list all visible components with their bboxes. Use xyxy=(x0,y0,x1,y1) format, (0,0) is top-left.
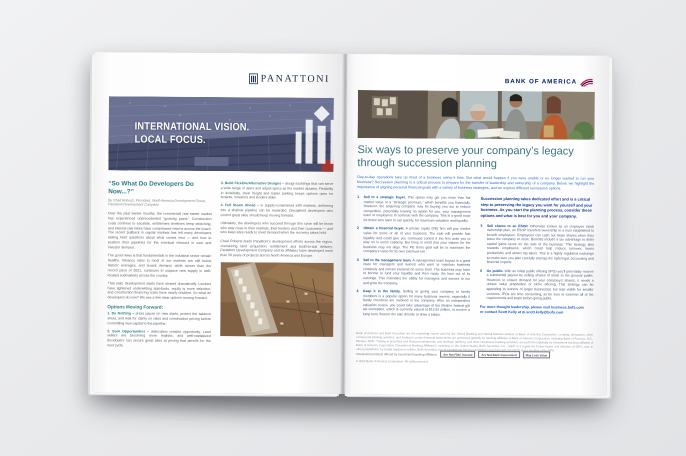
bofa-wordmark: BANK OF AMERICA xyxy=(504,78,578,86)
item-number: 4 xyxy=(356,289,359,294)
may-lose-value-box: May Lose Value xyxy=(523,351,551,358)
left-article-paragraph: The good news is that fundamentals in the industrial sector remain healthy. Vacancy rates in most of our markets are still below historic averages, and tenant demand, while slower than the record pace of 2021, continues to outpace new supply in well-located submarkets across the country. xyxy=(107,253,212,278)
meeting-photo xyxy=(358,90,595,140)
left-page xyxy=(93,52,344,394)
right-article-columns xyxy=(356,195,594,322)
right-article-column-2 xyxy=(480,196,594,322)
item-text: This option may get you more than fair market value or a “strategic premium,” which benefits you financially. However, the acquiring company may be buying you out to reduce competition, potentially leaving no option for you, your management team or employees to continue with the company. This is a good route for those who want to exit quickly, for maximum valuation and liquidity. xyxy=(363,195,471,223)
right-page xyxy=(342,54,609,396)
panattoni-wordmark: PANATTONI xyxy=(260,73,331,85)
option-item-3 xyxy=(221,181,334,201)
not-fdic-insured-box: Are Not FDIC Insured xyxy=(440,351,475,358)
copyright-line: © 2023 Bank of America Corporation. All rights reserved. xyxy=(356,359,429,364)
item-lead: Sell shares to an ESOP. xyxy=(486,223,529,228)
option-text: in supply-constrained infill markets, delivering into a shallow pipeline can be rewarded. Disciplined developers who control great sites should keep moving forward. xyxy=(220,203,334,218)
left-article-column-1 xyxy=(107,180,212,383)
panattoni-building-icon xyxy=(249,73,258,84)
item-text: A private equity (PE) firm will pay market value for some or all of your business. The sale will provide fast liquidity and could give you continued control if the firm asks you to stay on in some capacity. But keep in mind that your visions for the business may not align. The PE firm’s goal will be to maximize the company’s value for its own eventual exit. xyxy=(363,226,471,254)
succession-item-4 xyxy=(356,289,470,317)
investment-products-disclosure xyxy=(356,350,593,359)
right-article-intro: Day-to-day operations take up most of a business owner’s time. But what would happen if you were unable or no longer wanted to run your business? Succession planning is a critical process to prepare for the transfer of leadership and ownership of a company. Below, we highlight the importance of aligning personal financial goals with a variety of business strategies, and we explore different succession options. xyxy=(357,174,595,191)
option-text: dislocation creates opportunity. Land sellers are becoming more realistic, and well-capitalized developers can secure great sites at pricing that pencils for the next cycle. xyxy=(107,329,211,348)
right-article-headline: Six ways to preserve your company’s legacy through succession planning xyxy=(357,144,574,170)
left-article-column-2 xyxy=(219,181,333,384)
hero-image xyxy=(108,96,334,172)
hero-tagline-line2: LOCAL FOCUS. xyxy=(134,133,206,147)
bofa-flagscape-icon xyxy=(580,78,593,87)
hero-tagline-line1: INTERNATIONAL VISION. xyxy=(134,120,250,134)
item-text: Otherwise known as an employee stock ownership plan, an ESOP transfers ownership to a trust established to benefit employees. Employees can cash out those shares when they leave the company or retire. Benefits include a tax advantage to defer capital gains taxes on the sale of the business. This strategy also rewards employees, which could help reduce turnover, boost productivity and attract top talent. This is a highly regulated exchange so make sure you plan carefully and tap the right legal, accounting and financial experts. xyxy=(486,223,594,265)
left-article-paragraph: That said, development starts have slowed dramatically. Lenders have tightened underwriting standards, equity is more selective, and construction financing costs have nearly doubled. So what do developers do now? We see a few clear options moving forward. xyxy=(107,281,212,301)
thought-leadership-cta xyxy=(480,305,594,316)
option-item-4 xyxy=(221,203,334,218)
option-item-2 xyxy=(107,329,211,349)
option-lead: 3. Build Flexible/Alternative Designs – xyxy=(220,181,285,186)
products-label: Investment products offered by Investment Banking Affiliates: xyxy=(356,351,438,357)
succession-item-3 xyxy=(357,258,471,286)
item-text: With an initial public offering (IPO) you’ll potentially receive a substantial payout by selling shares of stock to the general public. However, to ensure demand for your company’s shares, it needs a unique value proposition or niche offering. This strategy can be appealing to owners of larger businesses but less viable for smaller ventures. IPOs are time consuming, so be sure to examine all of the requirements and steps before going public. xyxy=(486,268,594,301)
item-text: Selling or giving your company to family members is a popular option for many business owners, especially if family members are involved in the company. After an independent valuation review, you could take advantage of the lifetime federal gift tax exemption, which is currently valued at $12.92 million, to receive a lump sum, finance the sale directly or draw a salary. xyxy=(362,289,471,317)
panattoni-logo xyxy=(249,73,330,85)
item-lead: Obtain a financial buyer. xyxy=(363,226,405,231)
item-number: 5 xyxy=(480,223,483,228)
legal-disclaimer: Bank of America and BofA Securities are the marketing names used by the Global Banking and Global Markets division of Bank of America Corporation. Lending, derivatives, other commercial banking activities, and trading in certain financial instruments are performed globally by banking affiliates of Bank of America Corporation, including Bank of America, N.A., Member FDIC. Trading in securities and financial instruments, and strategic advisory, and other investment banking activities, are performed globally by investment banking affiliates of Bank of America Corporation (“Investment Banking Affiliates”), including, in the United States, BofA Securities, Inc., which is a registered broker-dealer and Member of SIPC, and, in other jurisdictions, by locally registered entities. BofA Securities, Inc. is a registered futures commission merchant with the CFTC and a member of the NFA. xyxy=(356,330,594,353)
option-text: design buildings that can serve a wide range of users and adjust specs as the market dictates. Flexibility in divisibility, clear height and trailer parking keeps options open for tenants, investors and lenders alike. xyxy=(220,181,334,200)
construction-site-photo xyxy=(220,262,333,342)
right-article-column-1 xyxy=(356,195,470,321)
item-text: A management team buyout is a good route for managers and owners who want to maintain business continuity and remain involved on some level. The business may have to borrow to fund your liquidity and then repay the loan out of its earnings. This maintains the ability for managers and owners to run and grow the company. xyxy=(363,258,471,285)
succession-callout: Succession planning takes dedicated effort and is a critical step to preserving the legacy you want for yourself and your business. As you start the planning process, consider these options and what is best for you and your company. xyxy=(480,195,593,219)
left-article-paragraph: Over the past twelve months, the commercial real estate market has experienced unprecedented “growing pains.” Construction costs continue to escalate, entitlement timelines keep stretching, and interest rate hikes have compressed returns across the board. The recent pullback in capital markets has left many developers asking hard questions about what comes next — and how to position their pipelines for the eventual rebound in user and investor demand. xyxy=(107,211,212,250)
cta-line2: or contact Scott Kelly at m.scott.kelly@bofa.com xyxy=(479,309,564,315)
option-lead: 2. Seek Opportunities – xyxy=(107,328,150,334)
options-heading: Options Moving Forward: xyxy=(107,303,164,310)
bank-of-america-logo xyxy=(505,77,593,87)
option-text: press pause on new starts, protect the balance sheet, and wait for clarity on rates and construction pricing before committing new capital to the pipeline. xyxy=(107,311,211,326)
left-article-headline: “So What Do Developers Do Now...?” xyxy=(108,180,194,196)
magazine-spread xyxy=(93,52,609,396)
succession-item-2 xyxy=(357,226,471,254)
item-number: 1 xyxy=(357,195,360,200)
succession-item-6 xyxy=(480,269,594,302)
item-number: 2 xyxy=(356,226,359,231)
cta-line1: For more thought leadership, please visit business.bofa.com xyxy=(479,304,584,310)
item-lead: Sell to a strategic buyer. xyxy=(363,195,406,200)
item-lead: Sell to the management team. xyxy=(363,257,412,263)
item-lead: Keep it in the family. xyxy=(363,289,401,294)
item-lead: Go public. xyxy=(486,268,504,273)
left-article-closing: Ultimately, the developers who succeed through this cycle will be those who stay close to their markets, their lenders and their customers — and who keep sites ready to meet demand when the recovery takes hold. xyxy=(220,220,334,236)
option-lead: 1. Do Nothing – xyxy=(107,311,135,316)
item-number: 3 xyxy=(356,257,359,262)
item-number: 6 xyxy=(480,268,483,273)
left-article xyxy=(107,180,333,384)
not-bank-guaranteed-box: Are Not Bank Guaranteed xyxy=(478,351,519,358)
option-item-1 xyxy=(107,311,211,326)
hero-tagline xyxy=(135,120,250,147)
left-article-byline: By Chad Roberts, President, North America Development Group, Panattoni Development Company xyxy=(108,198,206,208)
option-lead: 4. Full Steam Ahead – xyxy=(220,203,259,208)
succession-item-5 xyxy=(480,224,594,266)
left-article-bio: Chad Roberts leads Panattoni’s development efforts across the region, overseeing land acquisition, entitlement and build-to-suit delivery. Panattoni Development Company and its affiliates have developed more than 30 years of projects across North America and Europe. xyxy=(220,238,333,259)
succession-item-1 xyxy=(357,195,471,223)
